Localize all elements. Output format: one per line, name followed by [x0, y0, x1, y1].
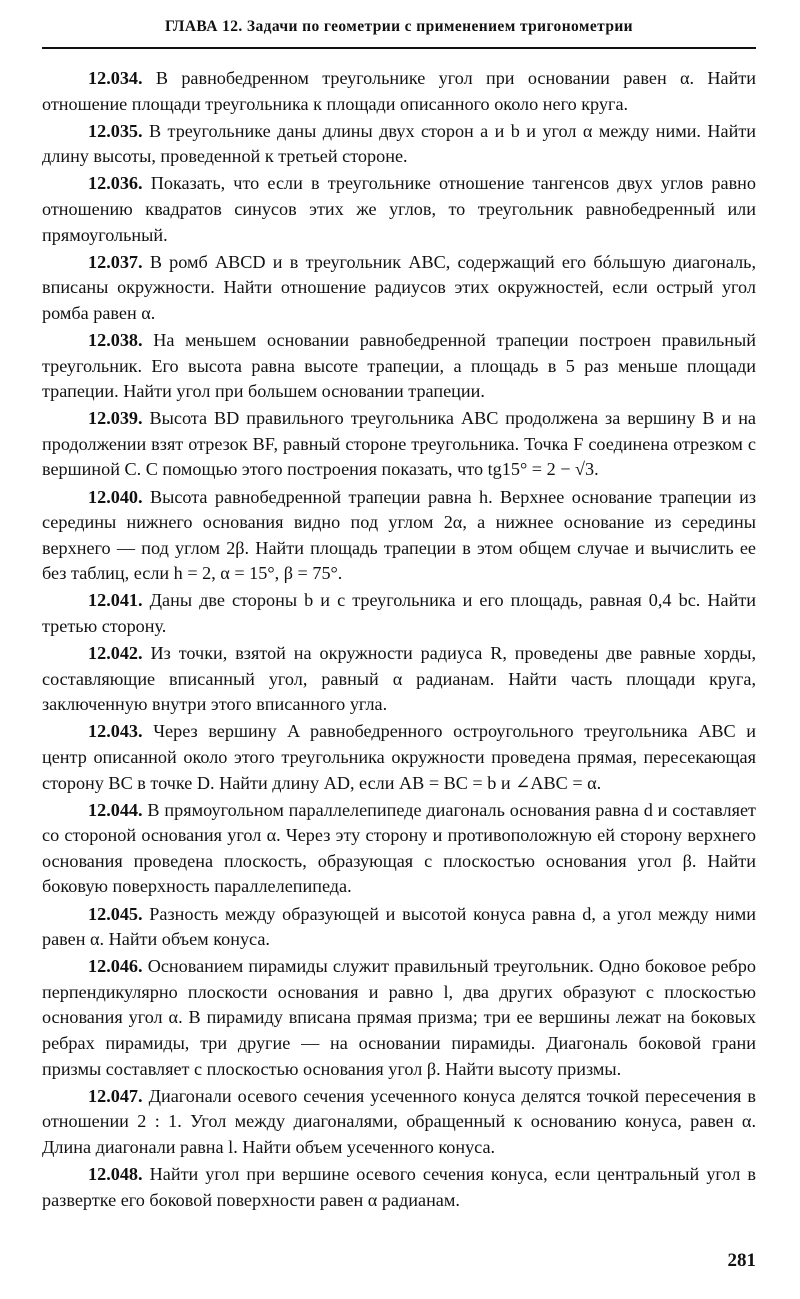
problem-12-047: [42, 1084, 756, 1161]
page-number: 281: [727, 1250, 756, 1271]
problem-12-041: [42, 588, 756, 639]
problem-12-048: [42, 1162, 756, 1213]
problem-12-043: [42, 719, 756, 796]
problem-list: [42, 66, 756, 1215]
problem-number: 12.034.: [88, 68, 143, 88]
problem-number: 12.036.: [88, 173, 143, 194]
problem-text: Через вершину A равнобедренного остроугольного треугольника ABC и центр описанной около этого треугольника окружности проведена прямая, пересекающая сторону BC в точке D. Найти длину AD, если AB = BC = b и ∠ABC = α.: [42, 721, 757, 793]
problem-number: 12.044.: [88, 799, 143, 820]
problem-text: Диагонали осевого сечения усеченного конуса делятся точкой пересечения в отношении 2 : 1. Угол между диагоналями, обращенный к основанию конуса, равен α. Длина диагонали равна l. Найти объем усеченного конуса.: [42, 1085, 756, 1157]
problem-text: В равнобедренном треугольнике угол при основании равен α. Найти отношение площади треугольника к площади описанного около него круга.: [42, 68, 756, 114]
problem-12-045: [42, 902, 756, 953]
problem-text: Разность между образующей и высотой конуса равна d, а угол между ними равен α. Найти объем конуса.: [42, 903, 757, 950]
chapter-header: ГЛАВА 12. Задачи по геометрии с применением тригонометрии: [164, 18, 634, 35]
problem-number: 12.038.: [88, 329, 143, 350]
problem-text: Высота BD правильного треугольника ABC продолжена за вершину B и на продолжении взят отрезок BF, равный стороне треугольника. Точка F соединена отрезком с вершиной C. С помощью этого построения показать, что tg15° = 2 − √3.: [42, 408, 757, 480]
problem-number: 12.035.: [88, 120, 143, 141]
problem-number: 12.039.: [88, 408, 143, 429]
problem-12-034: [42, 66, 756, 117]
problem-text: Найти угол при вершине осевого сечения конуса, если центральный угол в развертке его боковой поверхности равен α радианам.: [42, 1163, 756, 1210]
problem-number: 12.047.: [88, 1085, 143, 1106]
problem-text: В прямоугольном параллелепипеде диагональ основания равна d и составляет со стороной основания угол α. Через эту сторону и противоположную ей сторону верхнего основания проведена плоскость, образующая с плоскостью основания угол β. Найти боковую поверхность параллелепипеда.: [42, 799, 756, 897]
problem-12-035: [42, 119, 756, 170]
problem-number: 12.045.: [88, 903, 143, 924]
problem-text: В треугольнике даны длины двух сторон a и b и угол α между ними. Найти длину высоты, проведенной к третьей стороне.: [42, 120, 757, 167]
problem-12-046: [42, 954, 756, 1082]
problem-12-040: [42, 485, 756, 587]
problem-text: Основанием пирамиды служит правильный треугольник. Одно боковое ребро перпендикулярно плоскости основания и равно l, два других образуют с плоскостью основания угол α. В пирамиду вписана прямая призма; три ее вершины лежат на боковых ребрах пирамиды, три другие — на основании пирамиды. Диагональ боковой грани призмы составляет с плоскостью основания угол β. Найти высоту призмы.: [42, 956, 756, 1079]
problem-number: 12.041.: [88, 590, 143, 611]
problem-text: Даны две стороны b и c треугольника и его площадь, равная 0,4 bc. Найти третью сторону.: [42, 590, 757, 636]
problem-12-039: [42, 406, 756, 483]
problem-number: 12.040.: [88, 486, 143, 507]
problem-number: 12.043.: [88, 721, 143, 742]
problem-text: Высота равнобедренной трапеции равна h. Верхнее основание трапеции из середины нижнего основания видно под углом 2α, а нижнее основание из середины верхнего — под углом 2β. Найти площадь трапеции в этом общем случае и вычислить ее без таблиц, если h = 2, α = 15°, β = 75°.: [42, 486, 757, 584]
problem-text: Показать, что если в треугольнике отношение тангенсов двух углов равно отношению квадратов синусов этих же углов, то треугольник равнобедренный или прямоугольный.: [42, 173, 756, 245]
problem-number: 12.042.: [88, 643, 143, 664]
problem-12-042: [42, 641, 756, 718]
problem-number: 12.037.: [88, 251, 143, 272]
problem-text: На меньшем основании равнобедренной трапеции построен правильный треугольник. Его высота равна высоте трапеции, а площадь в 5 раз меньше площади трапеции. Найти угол при большем основании трапеции.: [42, 329, 756, 402]
problem-text: В ромб ABCD и в треугольник ABC, содержащий его бóльшую диагональ, вписаны окружности. Найти отношение радиусов этих окружностей, если острый угол ромба равен α.: [42, 251, 757, 323]
problem-12-037: [42, 250, 756, 327]
problem-number: 12.046.: [88, 956, 143, 977]
problem-number: 12.048.: [88, 1163, 143, 1184]
problem-text: Из точки, взятой на окружности радиуса R, проведены две равные хорды, составляющие вписанный угол, равный α радианам. Найти часть площади круга, заключенную внутри этого вписанного угла.: [42, 643, 757, 715]
problem-12-044: [42, 798, 756, 900]
problem-12-038: [42, 328, 756, 405]
header-divider: [42, 47, 756, 49]
problem-12-036: [42, 171, 756, 248]
